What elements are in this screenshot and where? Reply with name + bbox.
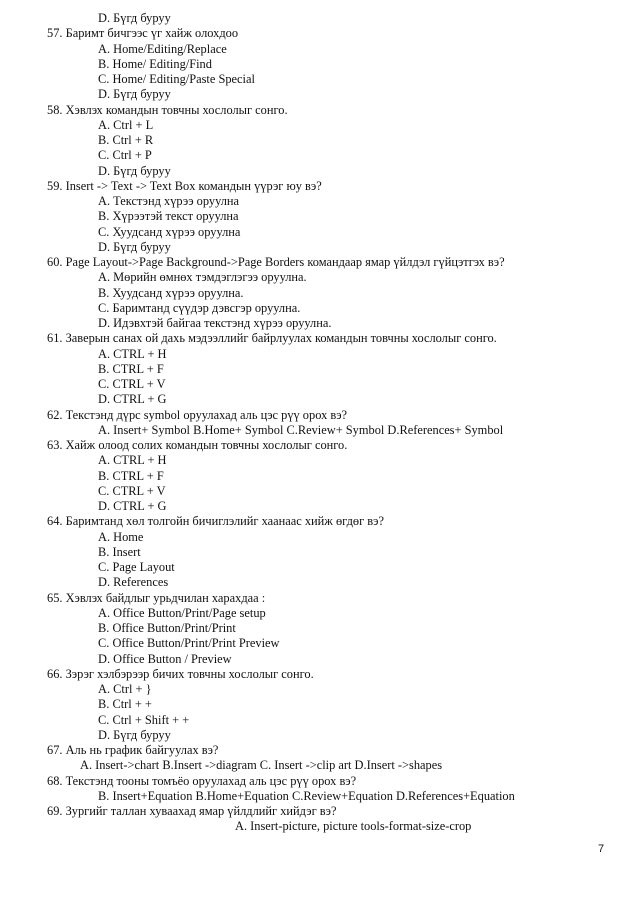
question-line: 69. Зургийг таллан хуваахад ямар үйлдлийг хийдэг вэ?	[47, 804, 337, 818]
question-line: 58. Хэвлэх командын товчны хослолыг сонго.	[47, 102, 288, 117]
option-line: B. Ctrl + +	[98, 697, 152, 712]
option-line: D. Бүгд буруу	[98, 11, 171, 25]
option-line: D. References	[98, 575, 169, 590]
option-line: A. Ctrl + L	[98, 117, 154, 132]
option-line: A. Текстэнд хүрээ оруулна	[98, 194, 240, 208]
option-line: A. Ctrl + }	[98, 682, 152, 696]
question-line: 59. Insert -> Text -> Text Box командын үүрэг юу вэ?	[47, 178, 322, 193]
option-line: A. Insert-picture, picture tools-format-size-crop	[235, 819, 472, 834]
option-line: A. Insert+ Symbol B.Home+ Symbol C.Review+ Symbol D.References+ Symbol	[98, 422, 504, 437]
option-line: B. Insert+Equation B.Home+Equation C.Review+Equation D.References+Equation	[98, 788, 515, 803]
option-line: C. Page Layout	[98, 560, 175, 574]
option-line: D. Бүгд буруу	[98, 87, 171, 102]
question-line: 61. Заверын санах ой дахь мэдээллийг байрлуулах командын товчны хослолыг сонго.	[47, 331, 497, 346]
option-line: C. CTRL + V	[98, 377, 166, 391]
option-line: D. Идэвхтэй байгаа текстэнд хүрээ оруулна.	[98, 316, 332, 330]
option-line: C. Office Button/Print/Print Preview	[98, 636, 280, 651]
option-line: B. CTRL + F	[98, 468, 164, 483]
option-line: B. CTRL + F	[98, 361, 164, 376]
option-line: C. Баримтанд сүүдэр дэвсгэр оруулна.	[98, 300, 301, 315]
option-line: A. CTRL + H	[98, 346, 167, 361]
option-line: A. Home	[98, 529, 144, 544]
option-line: B. Хүрээтэй текст оруулна	[98, 209, 239, 224]
option-line: D. Бүгд буруу	[98, 727, 171, 742]
option-line: C. Ctrl + P	[98, 148, 152, 163]
option-line: A. Insert->chart B.Insert ->diagram C. Insert ->clip art D.Insert ->shapes	[80, 758, 443, 773]
question-line: 68. Текстэнд тооны томъёо оруулахад аль цэс рүү орох вэ?	[47, 773, 357, 788]
option-line: A. Home/Editing/Replace	[98, 41, 227, 56]
question-line: 64. Баримтанд хөл толгойн бичиглэлийг хаанаас хийж өгдөг вэ?	[47, 514, 384, 529]
option-line: B. Office Button/Print/Print	[98, 621, 236, 635]
page-number: 7	[598, 842, 605, 855]
option-line: D. Бүгд буруу	[98, 163, 171, 178]
option-line: B. Ctrl + R	[98, 133, 154, 147]
question-line: 60. Page Layout->Page Background->Page Borders командаар ямар үйлдэл гүйцэтгэх вэ?	[47, 255, 505, 269]
option-line: A. CTRL + H	[98, 453, 167, 468]
option-line: A. Office Button/Print/Page setup	[98, 605, 266, 620]
question-line: 67. Аль нь график байгуулах вэ?	[47, 743, 219, 757]
question-line: 62. Текстэнд дүрс symbol оруулахад аль цэс рүү орох вэ?	[47, 407, 348, 422]
option-line: D. Office Button / Preview	[98, 651, 232, 666]
option-line: A. Мөрийн өмнөх тэмдэглэгээ оруулна.	[98, 270, 307, 285]
option-line: C. CTRL + V	[98, 483, 166, 498]
question-line: 65. Хэвлэх байдлыг урьдчилан харахдаа :	[47, 590, 266, 605]
option-line: C. Home/ Editing/Paste Special	[98, 72, 255, 86]
option-line: B. Хуудсанд хүрээ оруулна.	[98, 285, 244, 300]
option-line: C. Хуудсанд хүрээ оруулна	[98, 224, 241, 239]
question-line: 57. Баримт бичгээс үг хайж олохдоо	[47, 26, 239, 41]
option-line: B. Home/ Editing/Find	[98, 56, 212, 71]
option-line: D. CTRL + G	[98, 392, 167, 407]
question-line: 63. Хайж олоод солих командын товчны хослолыг сонго.	[47, 438, 348, 452]
option-line: D. CTRL + G	[98, 499, 167, 513]
option-line: D. Бүгд буруу	[98, 239, 171, 254]
option-line: C. Ctrl + Shift + +	[98, 712, 190, 727]
option-line: B. Insert	[98, 544, 141, 559]
question-line: 66. Зэрэг хэлбэрээр бичих товчны хослолыг сонго.	[47, 666, 314, 681]
